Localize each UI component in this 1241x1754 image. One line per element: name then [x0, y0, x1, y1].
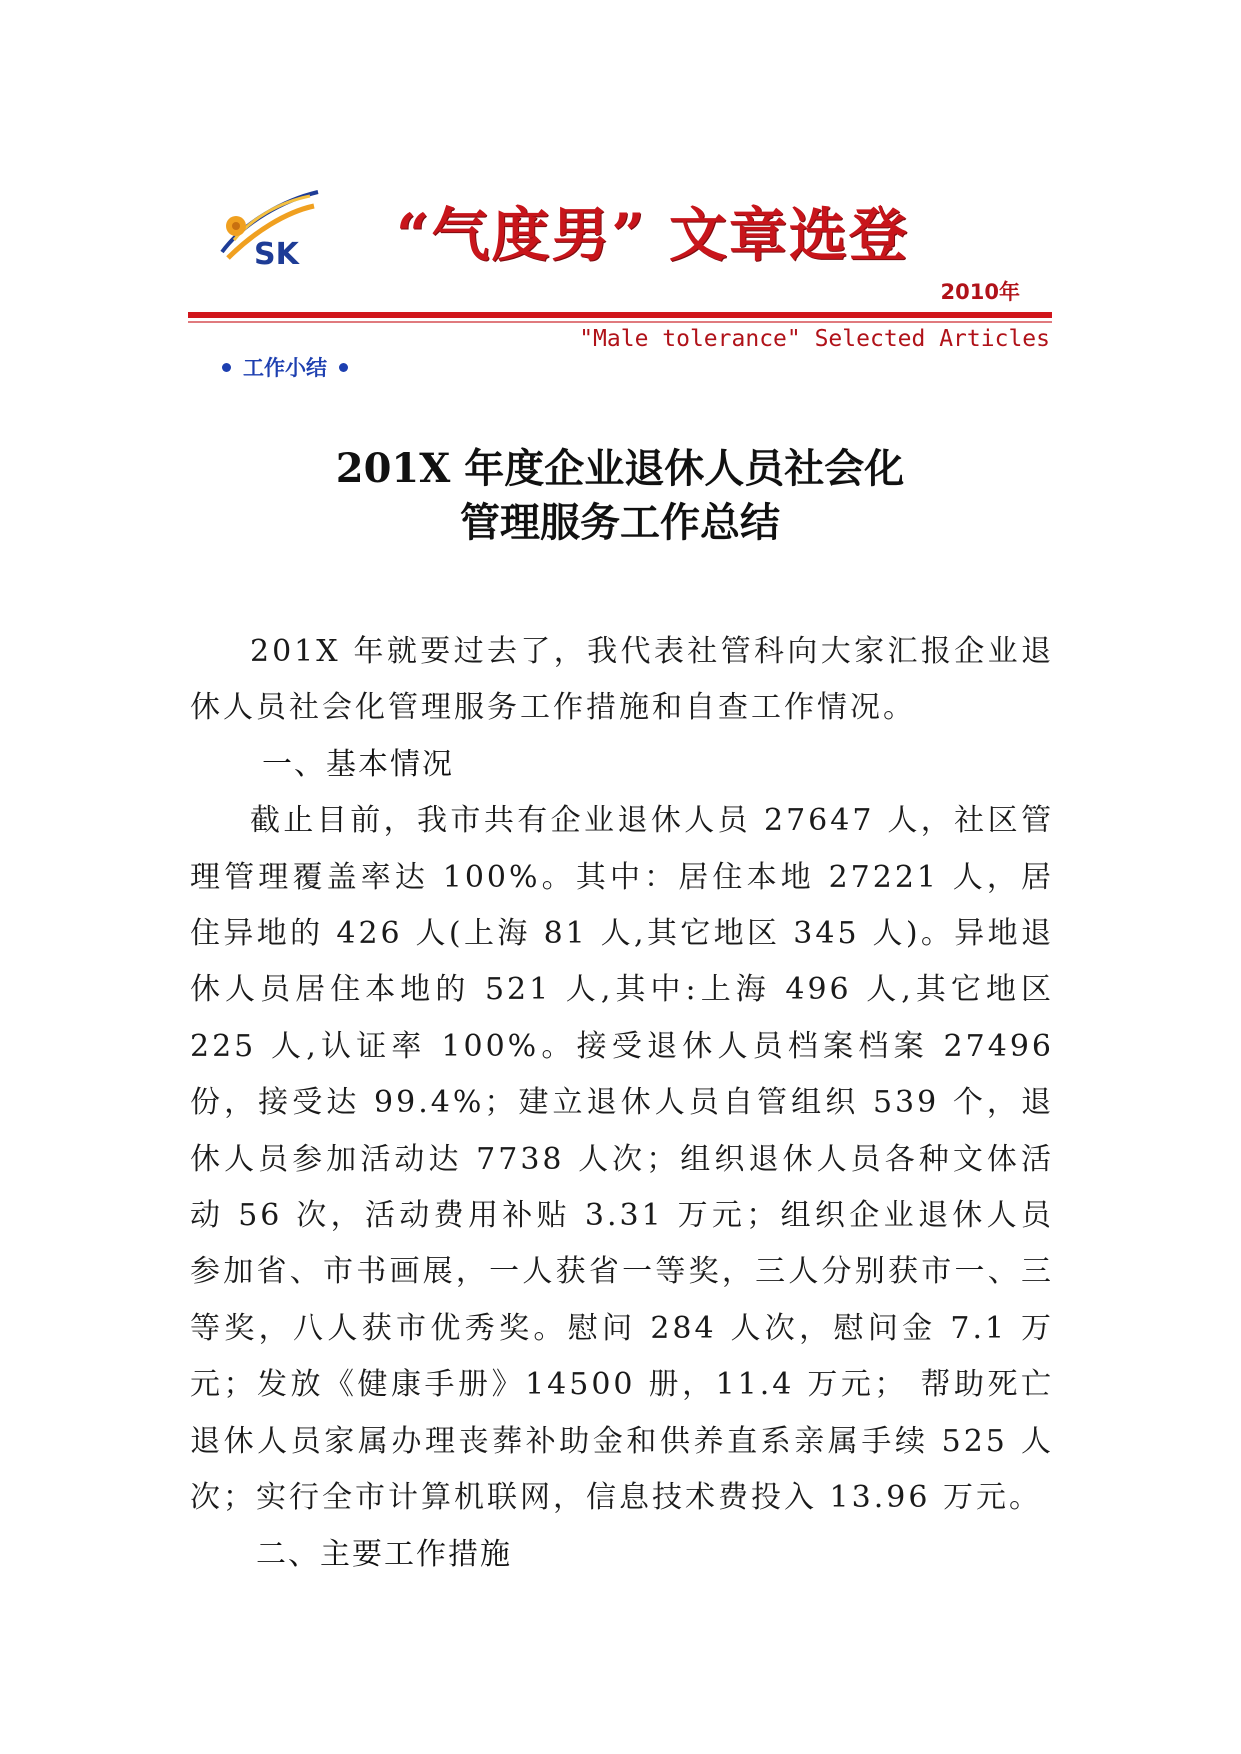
section-tag-label: 工作小结 — [243, 356, 327, 380]
masthead-subtitle: "Male tolerance" Selected Articles — [579, 326, 1050, 352]
intro-paragraph: 201X 年就要过去了，我代表社管科向大家汇报企业退休人员社会化管理服务工作措施和自查工作情况。 — [190, 634, 1054, 726]
document-body — [190, 624, 1054, 1583]
masthead-year: 2010年 — [940, 280, 1020, 304]
masthead-divider-thin — [188, 321, 1052, 323]
masthead — [188, 164, 1058, 380]
body-paragraph-1: 截止目前，我市共有企业退休人员 27647 人，社区管理管理覆盖率达 100%。其中：居住本地 27221 人，居住异地的 426 人(上海 81 人,其它地区 345 人)。异地退休人员居住本地的 521 人,其中:上海 496 人,其它地区 225 人,认证率 100%。接受退休人员档案档案 27496 份，接受达 99.4%；建立退休人员自管组织 539 个，退休人员参加活动达 7738 人次；组织退休人员各种文体活动 56 次，活动费用补贴 3.31 万元；组织企业退休人员参加省、市书画展，一人获省一等奖，三人分别获市一、三等奖，八人获市优秀奖。慰问 284 人次，慰问金 7.1 万元；发放《健康手册》14500 册，11.4 万元； 帮助死亡退休人员家属办理丧葬补助金和供养直系亲属手续 525 人次；实行全市计算机联网，信息技术费投入 13.96 万元。 — [190, 803, 1054, 1516]
section-tag — [210, 352, 360, 382]
document-title — [188, 442, 1052, 550]
bullet-dot-icon — [339, 363, 348, 372]
sk-logo — [214, 182, 324, 272]
logo-text: SK — [254, 237, 299, 272]
section-heading-2: 二、主要工作措施 — [256, 1536, 512, 1572]
masthead-title: “气度男” 文章选登 — [396, 201, 909, 269]
section-heading-1: 一、基本情况 — [262, 746, 454, 782]
title-line-1: 201X 年度企业退休人员社会化 — [335, 445, 905, 492]
bullet-dot-icon — [222, 363, 231, 372]
title-line-2: 管理服务工作总结 — [460, 499, 780, 546]
masthead-divider — [188, 312, 1052, 318]
